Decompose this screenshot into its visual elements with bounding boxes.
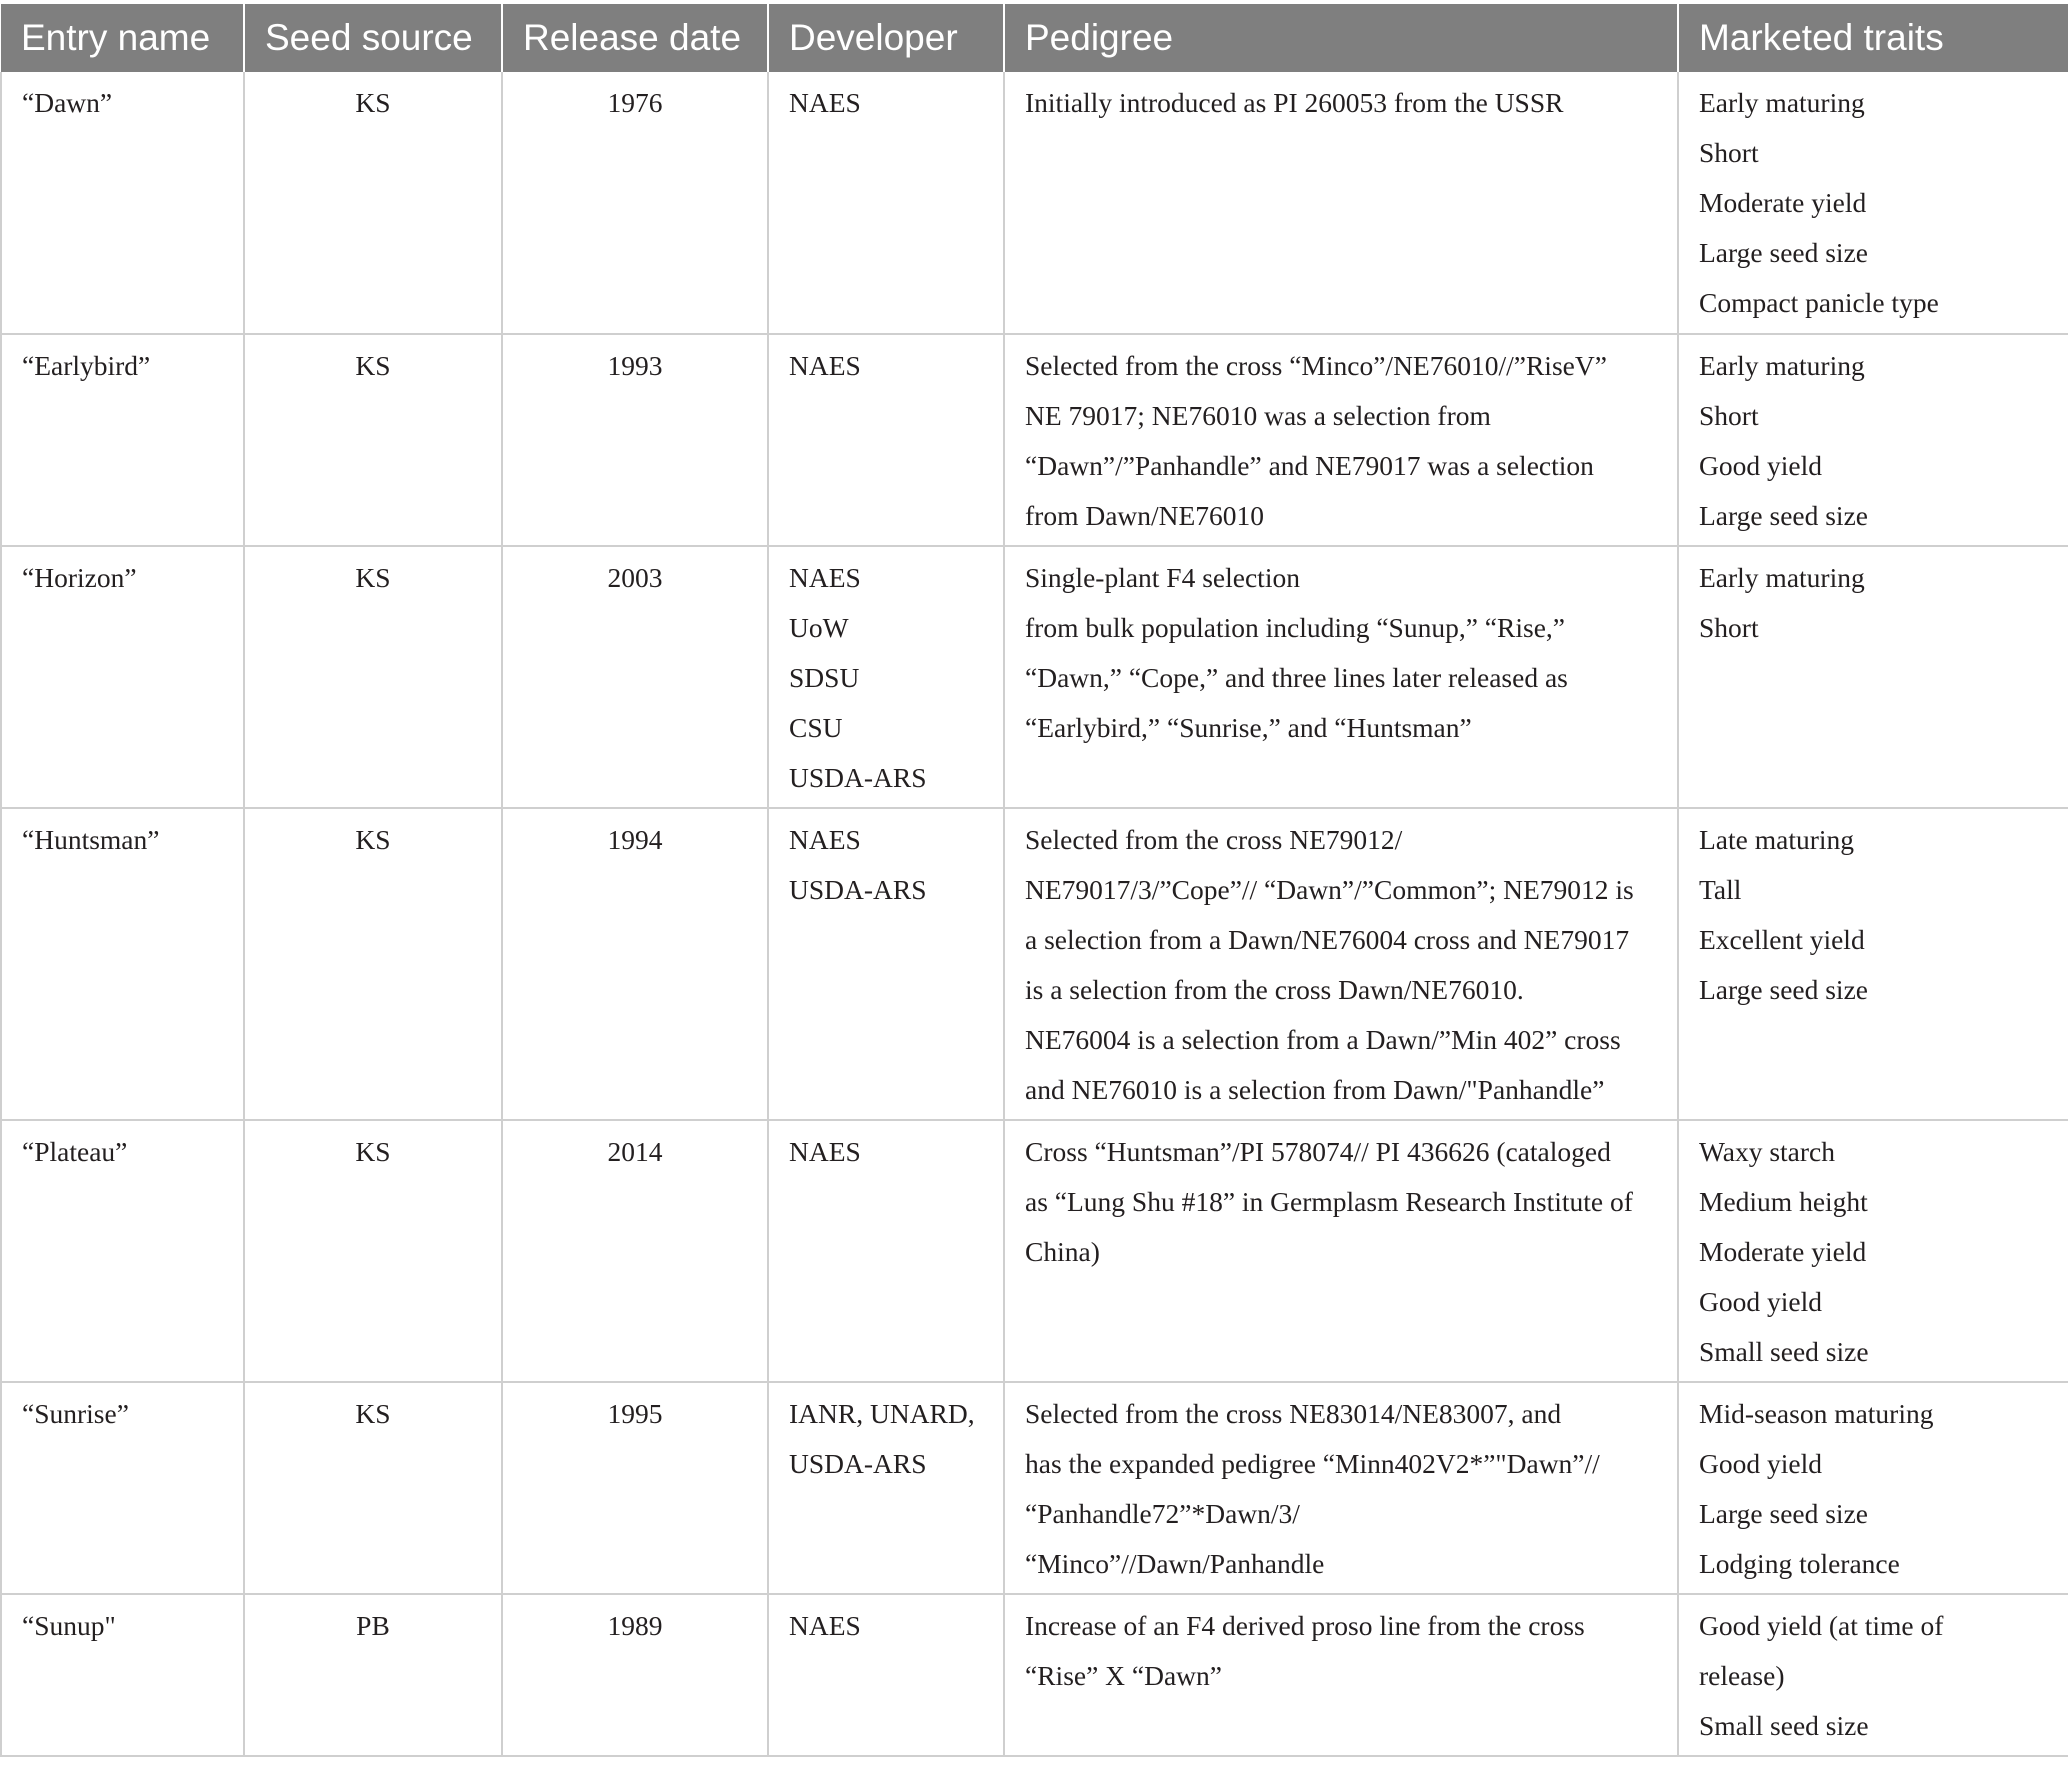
developer-line: SDSU: [789, 662, 860, 693]
trait-item: Good yield: [1699, 1286, 1822, 1317]
entry-name-cell: “Sunup": [1, 1594, 244, 1756]
entry-name-cell: “Huntsman”: [1, 808, 244, 1120]
pedigree-cell: [1004, 334, 1678, 546]
entry-name-cell: “Plateau”: [1, 1120, 244, 1382]
entry-name-cell: “Sunrise”: [1, 1382, 244, 1594]
trait-item: Good yield (at time of: [1699, 1610, 1944, 1641]
entry-name-cell: “Dawn”: [1, 72, 244, 334]
pedigree-line: “Dawn”/”Panhandle” and NE79017 was a selection: [1025, 450, 1594, 481]
developer-cell: [768, 808, 1004, 1120]
release-date-cell: 1976: [502, 72, 768, 334]
table-row: [1, 546, 2068, 808]
marketed-traits-cell: [1678, 546, 2068, 808]
pedigree-cell: [1004, 546, 1678, 808]
release-date-cell: 1994: [502, 808, 768, 1120]
pedigree-line: a selection from a Dawn/NE76004 cross and NE79017: [1025, 924, 1630, 955]
table-row: [1, 1120, 2068, 1382]
trait-item: Short: [1699, 612, 1759, 643]
developer-line: USDA-ARS: [789, 1448, 927, 1479]
marketed-traits-cell: [1678, 1382, 2068, 1594]
trait-item: release): [1699, 1660, 1785, 1691]
pedigree-cell: [1004, 1594, 1678, 1756]
developer-line: USDA-ARS: [789, 874, 927, 905]
header-row: [1, 4, 2068, 72]
seed-source-cell: KS: [244, 334, 502, 546]
pedigree-line: and NE76010 is a selection from Dawn/"Panhandle”: [1025, 1074, 1605, 1105]
trait-item: Excellent yield: [1699, 924, 1865, 955]
trait-item: Large seed size: [1699, 237, 1868, 268]
trait-item: Mid-season maturing: [1699, 1398, 1934, 1429]
entry-name-cell: “Horizon”: [1, 546, 244, 808]
pedigree-line: as “Lung Shu #18” in Germplasm Research Institute of: [1025, 1186, 1633, 1217]
trait-item: Large seed size: [1699, 1498, 1868, 1529]
marketed-traits-cell: [1678, 1594, 2068, 1756]
developer-line: NAES: [789, 350, 861, 381]
marketed-traits-cell: [1678, 1120, 2068, 1382]
pedigree-line: Selected from the cross NE79012/: [1025, 824, 1403, 855]
release-date-cell: 1993: [502, 334, 768, 546]
header-release-date: Release date: [502, 4, 768, 72]
marketed-traits-cell: [1678, 808, 2068, 1120]
trait-item: Good yield: [1699, 1448, 1822, 1479]
header-pedigree: Pedigree: [1004, 4, 1678, 72]
release-date-cell: 2003: [502, 546, 768, 808]
pedigree-line: NE79017/3/”Cope”// “Dawn”/”Common”; NE79012 is: [1025, 874, 1634, 905]
trait-item: Small seed size: [1699, 1336, 1869, 1367]
table-row: [1, 808, 2068, 1120]
trait-item: Waxy starch: [1699, 1136, 1835, 1167]
trait-item: Late maturing: [1699, 824, 1855, 855]
seed-source-cell: KS: [244, 72, 502, 334]
trait-item: Moderate yield: [1699, 187, 1867, 218]
seed-source-cell: KS: [244, 546, 502, 808]
developer-line: USDA-ARS: [789, 762, 927, 793]
seed-source-cell: PB: [244, 1594, 502, 1756]
pedigree-line: Increase of an F4 derived proso line from the cross: [1025, 1610, 1585, 1641]
trait-item: Early maturing: [1699, 350, 1865, 381]
pedigree-line: China): [1025, 1236, 1100, 1267]
pedigree-cell: [1004, 808, 1678, 1120]
trait-item: Moderate yield: [1699, 1236, 1867, 1267]
trait-item: Medium height: [1699, 1186, 1868, 1217]
pedigree-line: “Dawn,” “Cope,” and three lines later released as: [1025, 662, 1568, 693]
seed-source-cell: KS: [244, 1120, 502, 1382]
seed-source-cell: KS: [244, 808, 502, 1120]
pedigree-line: is a selection from the cross Dawn/NE76010.: [1025, 974, 1524, 1005]
table-row: [1, 72, 2068, 334]
developer-line: IANR, UNARD,: [789, 1398, 975, 1429]
pedigree-line: from bulk population including “Sunup,” “Rise,”: [1025, 612, 1565, 643]
header-marketed-traits: Marketed traits: [1678, 4, 2068, 72]
pedigree-cell: [1004, 1120, 1678, 1382]
trait-item: Lodging tolerance: [1699, 1548, 1900, 1579]
developer-cell: [768, 1120, 1004, 1382]
pedigree-line: NE76004 is a selection from a Dawn/”Min 402” cross: [1025, 1024, 1621, 1055]
developer-cell: [768, 72, 1004, 334]
pedigree-line: “Minco”//Dawn/Panhandle: [1025, 1548, 1325, 1579]
table-body: [1, 72, 2068, 1756]
trait-item: Good yield: [1699, 450, 1822, 481]
trait-item: Large seed size: [1699, 974, 1868, 1005]
developer-cell: [768, 546, 1004, 808]
developer-cell: [768, 1594, 1004, 1756]
pedigree-line: Selected from the cross “Minco”/NE76010//”RiseV”: [1025, 350, 1607, 381]
pedigree-line: Single-plant F4 selection: [1025, 562, 1300, 593]
developer-line: NAES: [789, 87, 861, 118]
marketed-traits-cell: [1678, 334, 2068, 546]
table-row: [1, 1594, 2068, 1756]
pedigree-line: NE 79017; NE76010 was a selection from: [1025, 400, 1491, 431]
trait-item: Short: [1699, 400, 1759, 431]
entry-name-cell: “Earlybird”: [1, 334, 244, 546]
release-date-cell: 1995: [502, 1382, 768, 1594]
pedigree-cell: [1004, 72, 1678, 334]
developer-line: CSU: [789, 712, 843, 743]
table-row: [1, 334, 2068, 546]
cultivar-table: [0, 4, 2068, 1757]
developer-line: NAES: [789, 562, 861, 593]
trait-item: Early maturing: [1699, 87, 1865, 118]
pedigree-line: “Panhandle72”*Dawn/3/: [1025, 1498, 1300, 1529]
pedigree-line: Initially introduced as PI 260053 from the USSR: [1025, 87, 1564, 118]
developer-line: NAES: [789, 1610, 861, 1641]
trait-item: Large seed size: [1699, 500, 1868, 531]
release-date-cell: 2014: [502, 1120, 768, 1382]
table-header: [1, 4, 2068, 72]
release-date-cell: 1989: [502, 1594, 768, 1756]
pedigree-line: from Dawn/NE76010: [1025, 500, 1265, 531]
developer-cell: [768, 1382, 1004, 1594]
pedigree-line: “Earlybird,” “Sunrise,” and “Huntsman”: [1025, 712, 1472, 743]
trait-item: Small seed size: [1699, 1710, 1869, 1741]
developer-cell: [768, 334, 1004, 546]
trait-item: Short: [1699, 137, 1759, 168]
header-seed-source: Seed source: [244, 4, 502, 72]
pedigree-line: Cross “Huntsman”/PI 578074// PI 436626 (cataloged: [1025, 1136, 1611, 1167]
table-row: [1, 1382, 2068, 1594]
developer-line: NAES: [789, 824, 861, 855]
pedigree-cell: [1004, 1382, 1678, 1594]
marketed-traits-cell: [1678, 72, 2068, 334]
trait-item: Compact panicle type: [1699, 287, 1939, 318]
header-entry-name: Entry name: [1, 4, 244, 72]
pedigree-line: “Rise” X “Dawn”: [1025, 1660, 1222, 1691]
trait-item: Early maturing: [1699, 562, 1865, 593]
trait-item: Tall: [1699, 874, 1742, 905]
pedigree-line: has the expanded pedigree “Minn402V2*”"Dawn”//: [1025, 1448, 1600, 1479]
seed-source-cell: KS: [244, 1382, 502, 1594]
developer-line: NAES: [789, 1136, 861, 1167]
header-developer: Developer: [768, 4, 1004, 72]
pedigree-line: Selected from the cross NE83014/NE83007, and: [1025, 1398, 1562, 1429]
developer-line: UoW: [789, 612, 849, 643]
